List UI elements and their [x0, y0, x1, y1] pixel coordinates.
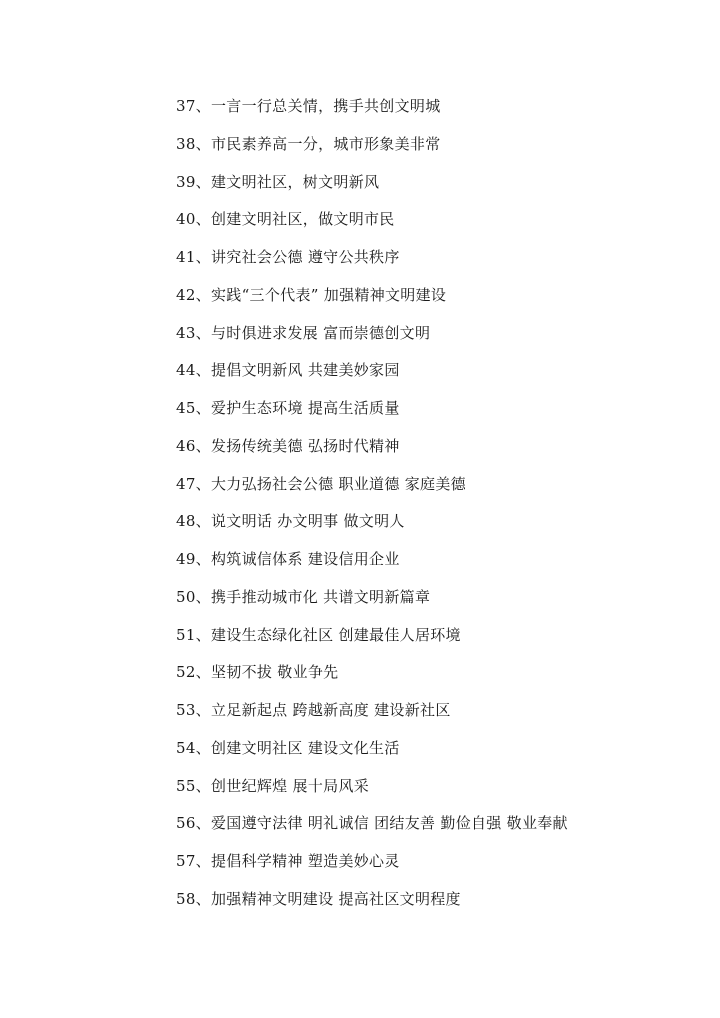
list-item: 58、加强精神文明建设 提高社区文明程度	[176, 889, 461, 908]
list-item: 46、发扬传统美德 弘扬时代精神	[176, 436, 400, 455]
list-item: 51、建设生态绿化社区 创建最佳人居环境	[176, 625, 461, 644]
list-item: 50、携手推动城市化 共谱文明新篇章	[176, 587, 431, 606]
list-item: 48、说文明话 办文明事 做文明人	[176, 512, 405, 531]
list-item: 57、提倡科学精神 塑造美妙心灵	[176, 852, 400, 870]
list-item: 56、爱国遵守法律 明礼诚信 团结友善 勤俭自强 敬业奉献	[176, 814, 568, 833]
list-item: 45、爱护生态环境 提高生活质量	[176, 399, 400, 417]
list-item: 44、提倡文明新风 共建美妙家园	[176, 361, 400, 380]
list-item: 41、讲究社会公德 遵守公共秩序	[176, 248, 400, 266]
list-item: 40、创建文明社区，做文明市民	[176, 210, 395, 229]
slogan-list	[176, 92, 568, 923]
list-item: 42、实践“三个代表” 加强精神文明建设	[176, 285, 447, 304]
list-item: 52、坚韧不拔 敬业争先	[176, 663, 339, 682]
list-item: 54、创建文明社区 建设文化生活	[176, 738, 400, 757]
list-item: 38、市民素养高一分，城市形象美非常	[176, 134, 441, 153]
list-item: 43、与时俱进求发展 富而崇德创文明	[176, 323, 431, 342]
list-item: 39、建文明社区，树文明新风	[176, 172, 380, 191]
list-item: 47、大力弘扬社会公德 职业道德 家庭美德	[176, 474, 466, 493]
list-item: 55、创世纪辉煌 展十局风采	[176, 776, 370, 795]
list-item: 37、一言一行总关情，携手共创文明城	[176, 97, 441, 115]
list-item: 49、构筑诚信体系 建设信用企业	[176, 550, 400, 568]
list-item: 53、立足新起点 跨越新高度 建设新社区	[176, 701, 451, 719]
